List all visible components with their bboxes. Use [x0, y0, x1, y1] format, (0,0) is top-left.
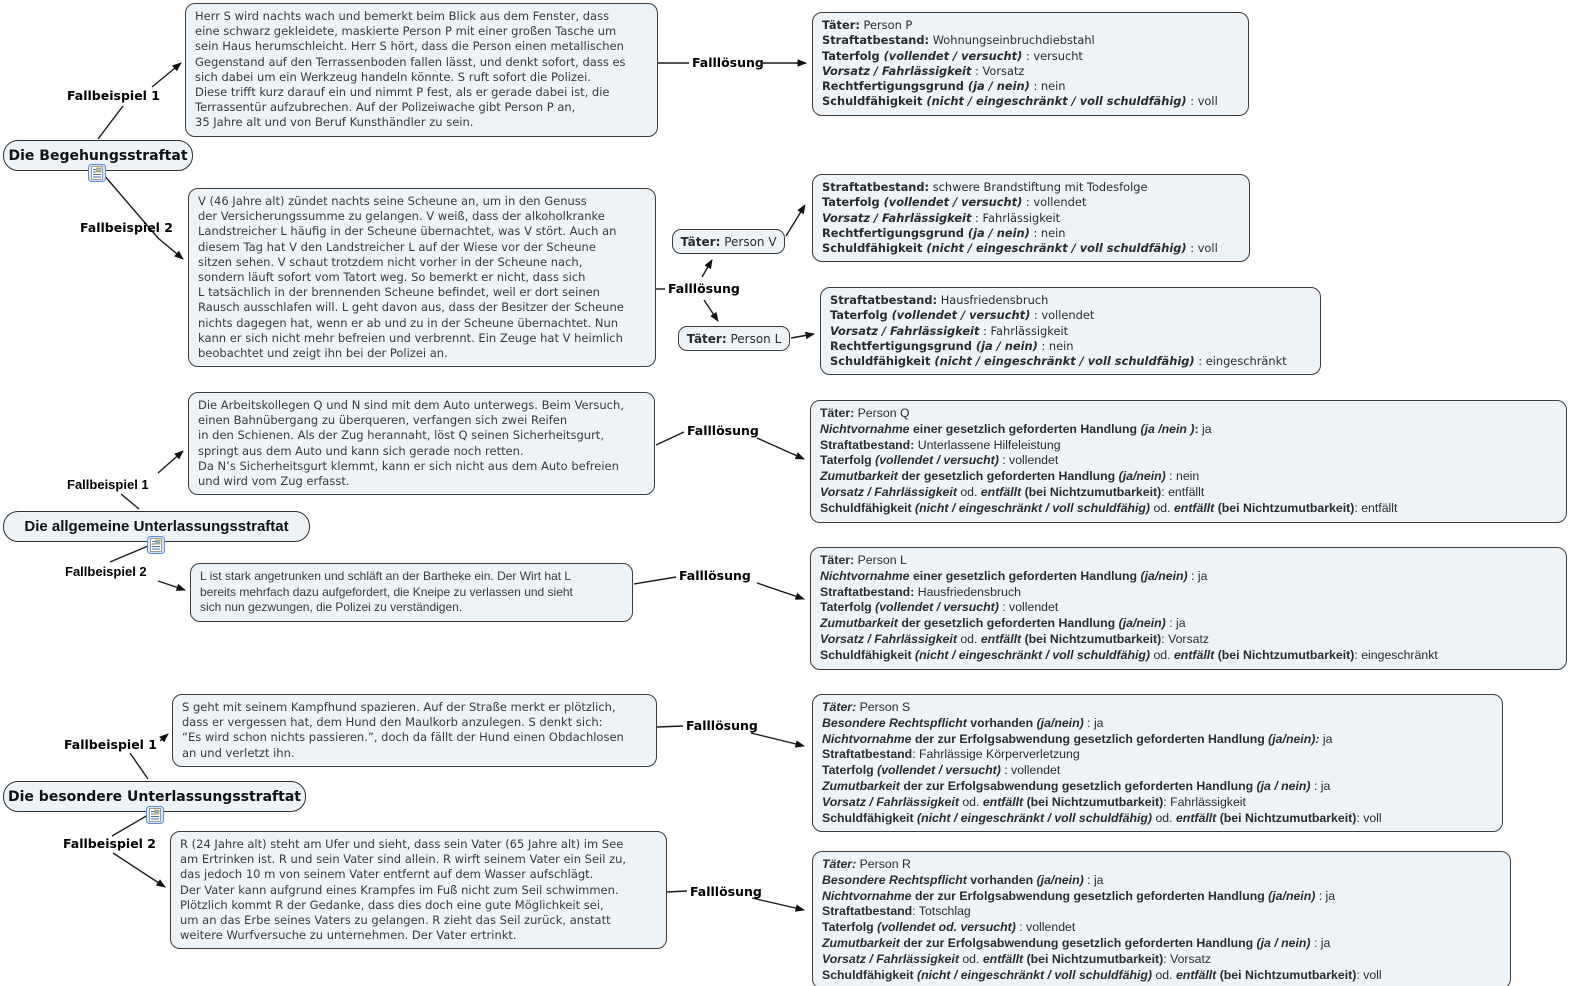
solution-box-person-r[interactable]: [812, 851, 1511, 986]
solution-line: Täter: Person S: [822, 700, 911, 714]
solution-line: Straftatbestand: Wohnungseinbruchdiebstahl: [822, 33, 1095, 48]
case-text-box-kampfhund[interactable]: S geht mit seinem Kampfhund spazieren. Auf der Straße merkt er plötzlich, dass er vergessen hat, dem Hund den Maulkorb anzulegen. S denkt sich: “Es wird schon nichts passieren.”, doch da fällt der Hund einen Obdachlosen an und verletzt ihn.: [172, 694, 657, 767]
solution-line: Schuldfähigkeit (nicht / eingeschränkt / voll schuldfähig) od. entfällt (bei Nichtzumutbarkeit): eingeschränkt: [820, 647, 1438, 662]
solution-line: Rechtfertigungsgrund (ja / nein) : nein: [822, 79, 1066, 94]
solution-line: Besondere Rechtspflicht vorhanden (ja/nein) : ja: [822, 872, 1104, 887]
tater-node-person-l[interactable]: [678, 326, 790, 351]
node-begehungsstraftat[interactable]: Die Begehungsstraftat: [3, 140, 193, 171]
solution-box-person-l[interactable]: [820, 287, 1321, 375]
notes-icon[interactable]: [146, 806, 164, 824]
solution-line: Vorsatz / Fahrlässigkeit od. entfällt (bei Nichtzumutbarkeit): Vorsatz: [820, 631, 1210, 646]
solution-line: Rechtfertigungsgrund (ja / nein) : nein: [830, 338, 1074, 353]
solution-line: Straftatbestand: Totschlag: [822, 904, 971, 919]
solution-label-falloesung-3[interactable]: Falllösung: [687, 423, 759, 438]
solution-line: Schuldfähigkeit (nicht / eingeschränkt / voll schuldfähig) od. entfällt (bei Nichtzumutbarkeit): voll: [822, 810, 1382, 825]
node-besondere-unterlassungsstraftat[interactable]: Die besondere Unterlassungsstraftat: [3, 781, 306, 812]
solution-box-person-v[interactable]: [812, 174, 1250, 262]
branch-label-fallbeispiel-2[interactable]: Fallbeispiel 2: [65, 564, 147, 579]
solution-line: Vorsatz / Fahrlässigkeit : Vorsatz: [822, 63, 1025, 78]
solution-line: Taterfolg (vollendet od. versucht) : vollendet: [822, 920, 1076, 935]
solution-line: Taterfolg (vollendet / versucht) : vollendet: [820, 600, 1059, 615]
solution-line: Täter: Person R: [822, 857, 911, 871]
solution-line: Täter: Person Q: [820, 406, 910, 420]
solution-line: Schuldfähigkeit (nicht / eingeschränkt / voll schuldfähig) : voll: [822, 94, 1218, 109]
solution-line: Schuldfähigkeit (nicht / eingeschränkt / voll schuldfähig) od. entfällt (bei Nichtzumutbarkeit): voll: [822, 967, 1382, 982]
notes-icon-glyph: [147, 536, 165, 554]
solution-line: Schuldfähigkeit (nicht / eingeschränkt / voll schuldfähig) od. entfällt (bei Nichtzumutbarkeit): entfällt: [820, 500, 1398, 515]
solution-line: Schuldfähigkeit (nicht / eingeschränkt / voll schuldfähig) : eingeschränkt: [830, 354, 1287, 369]
solution-line: Nichtvornahme einer gesetzlich geforderten Handlung (ja/nein) : ja: [820, 568, 1208, 583]
solution-box-person-l2[interactable]: [810, 547, 1567, 670]
solution-label-falloesung-5[interactable]: Falllösung: [686, 718, 758, 733]
solution-box-person-q[interactable]: [810, 400, 1567, 523]
branch-label-fallbeispiel-1[interactable]: Fallbeispiel 1: [64, 737, 158, 752]
solution-line: Straftatbestand: Unterlassene Hilfeleistung: [820, 437, 1061, 452]
branch-label-fallbeispiel-2[interactable]: Fallbeispiel 2: [63, 836, 157, 851]
solution-line: Vorsatz / Fahrlässigkeit od. entfällt (bei Nichtzumutbarkeit): entfällt: [820, 484, 1205, 499]
solution-line: Täter: Person L: [820, 553, 907, 567]
notes-icon[interactable]: [88, 164, 106, 182]
solution-line: Schuldfähigkeit (nicht / eingeschränkt / voll schuldfähig) : voll: [822, 241, 1218, 256]
solution-line: Straftatbestand: Hausfriedensbruch: [820, 584, 1021, 599]
solution-line: Straftatbestand: Hausfriedensbruch: [830, 293, 1049, 307]
solution-line: Taterfolg (vollendet / versucht) : vollendet: [830, 308, 1095, 323]
solution-label-falloesung-6[interactable]: Falllösung: [690, 884, 762, 899]
solution-line: Vorsatz / Fahrlässigkeit : Fahrlässigkeit: [822, 210, 1061, 225]
solution-line: Vorsatz / Fahrlässigkeit : Fahrlässigkeit: [830, 323, 1069, 338]
solution-line: Straftatbestand: schwere Brandstiftung mit Todesfolge: [822, 180, 1148, 194]
tater-prefix: Täter:: [686, 331, 727, 346]
tater-prefix: Täter:: [680, 234, 721, 249]
tater-name: Person L: [726, 331, 782, 346]
solution-label-falloesung-4[interactable]: Falllösung: [679, 568, 751, 583]
notes-icon[interactable]: [147, 536, 165, 554]
solution-line: Vorsatz / Fahrlässigkeit od. entfällt (bei Nichtzumutbarkeit): Fahrlässigkeit: [822, 794, 1246, 809]
solution-label-falloesung-2[interactable]: Falllösung: [668, 281, 740, 296]
solution-line: Zumutbarkeit der zur Erfolgsabwendung gesetzlich geforderten Handlung (ja / nein) : ja: [822, 778, 1331, 793]
case-text-box-ertrinken[interactable]: R (24 Jahre alt) steht am Ufer und sieht, dass sein Vater (65 Jahre alt) im See am Ertrinken ist. R und sein Vater sind allein. R wirft seinem Vater ein Seil zu, das jedoch 10 m von seinem Vater entfernt auf dem Wasser aufschlägt. Der Vater kann aufgrund eines Krampfes im Fuß nicht zum Seil schwimmen. Plötzlich kommt R der Gedanke, dass dies doch eine gute Möglichkeit sei, um an das Erbe seines Vaters zu gelangen. R zieht das Seil zurück, anstatt weitere Wurfversuche zu unternehmen. Der Vater ertrinkt.: [170, 831, 667, 949]
case-text-box-scheune[interactable]: V (46 Jahre alt) zündet nachts seine Scheune an, um in den Genuss der Versicherungssumme zu gelangen. V weiß, dass der alkoholkranke Landstreicher L häufig in der Scheune übernachtet, was V stört. Auch an diesem Tag hat V den Landstreicher L auf der Wiese vor der Scheune sitzen sehen. V schaut trotzdem nicht vorher in der Scheune nach, sondern läuft sofort vom Tatort weg. So bemerkt er nicht, dass sich L tatsächlich in der brennenden Scheune befindet, weil er dort seinen Rausch ausschlafen will. L geht davon aus, dass der Besitzer der Scheune nichts dagegen hat, wenn er ab und zu in der Scheune übernachtet. Nun kann er sich nicht mehr befreien und verbrennt. Ein Zeuge hat V heimlich beobachtet und zeigt ihn bei der Polizei an.: [188, 188, 656, 367]
solution-box-person-p[interactable]: [812, 12, 1249, 116]
solution-line: Nichtvornahme der zur Erfolgsabwendung gesetzlich geforderten Handlung (ja/nein) : ja: [822, 888, 1336, 903]
solution-line: Taterfolg (vollendet / versucht) : versucht: [822, 48, 1083, 63]
solution-line: Zumutbarkeit der zur Erfolgsabwendung gesetzlich geforderten Handlung (ja / nein) : ja: [822, 935, 1331, 950]
notes-icon-glyph: [146, 806, 164, 824]
branch-label-fallbeispiel-2[interactable]: Fallbeispiel 2: [80, 220, 174, 235]
solution-line: Taterfolg (vollendet / versucht) : vollendet: [822, 195, 1087, 210]
solution-line: Nichtvornahme der zur Erfolgsabwendung gesetzlich geforderten Handlung (ja/nein): ja: [822, 731, 1333, 746]
solution-line: Zumutbarkeit der gesetzlich geforderten Handlung (ja/nein) : ja: [820, 616, 1186, 631]
solution-line: Nichtvornahme einer gesetzlich geforderten Handlung (ja /nein ): ja: [820, 421, 1212, 436]
case-text-box-herr-s[interactable]: Herr S wird nachts wach und bemerkt beim Blick aus dem Fenster, dass eine schwarz gekleidete, maskierte Person P mit einer großen Tasche um sein Haus herumschleicht. Herr S hört, dass die Person einen metallischen Gegenstand auf den Terrassenboden fallen lässt, und denkt sofort, dass es sich dabei um ein Werkzeug handeln könnte. S ruft sofort die Polizei. Diese trifft kurz darauf ein und nimmt P fest, als er gerade dabei ist, die Terrassentür aufzubrechen. Auf der Polizeiwache gibt Person P an, 35 Jahre alt und von Beruf Kunsthändler zu sein.: [185, 3, 658, 137]
solution-line: Vorsatz / Fahrlässigkeit od. entfällt (bei Nichtzumutbarkeit): Vorsatz: [822, 951, 1212, 966]
branch-label-fallbeispiel-1[interactable]: Fallbeispiel 1: [67, 477, 149, 492]
notes-icon-glyph: [88, 164, 106, 182]
solution-line: Rechtfertigungsgrund (ja / nein) : nein: [822, 225, 1066, 240]
solution-box-person-s[interactable]: [812, 694, 1503, 832]
solution-line: Täter: Person P: [822, 18, 913, 32]
solution-line: Zumutbarkeit der gesetzlich geforderten Handlung (ja/nein) : nein: [820, 469, 1200, 484]
solution-line: Besondere Rechtspflicht vorhanden (ja/nein) : ja: [822, 715, 1104, 730]
case-text-box-bahnuebergang[interactable]: Die Arbeitskollegen Q und N sind mit dem Auto unterwegs. Beim Versuch, einen Bahnübergang zu überqueren, verfangen sich zwei Reifen in den Schienen. Als der Zug herannaht, löst Q seinen Sicherheitsgurt, springt aus dem Auto und kann sich gerade noch retten. Da N’s Sicherheitsgurt klemmt, kann er sich nicht aus dem Auto befreien und wird vom Zug erfasst.: [188, 392, 655, 495]
branch-label-fallbeispiel-1[interactable]: Fallbeispiel 1: [67, 88, 161, 103]
solution-line: Taterfolg (vollendet / versucht) : vollendet: [820, 453, 1059, 468]
tater-node-person-v[interactable]: [672, 229, 785, 254]
tater-name: Person V: [720, 234, 777, 249]
case-text-box-bartheke[interactable]: L ist stark angetrunken und schläft an der Bartheke ein. Der Wirt hat L bereits mehrfach dazu aufgefordert, die Kneipe zu verlassen und sieht sich nun gezwungen, die Polizei zu verständigen.: [190, 563, 633, 622]
solution-label-falloesung-1[interactable]: Falllösung: [692, 55, 764, 70]
solution-line: Taterfolg (vollendet / versucht) : vollendet: [822, 763, 1061, 778]
node-allgemeine-unterlassungsstraftat[interactable]: Die allgemeine Unterlassungsstraftat: [3, 511, 310, 542]
solution-line: Straftatbestand: Fahrlässige Körperverletzung: [822, 747, 1080, 762]
